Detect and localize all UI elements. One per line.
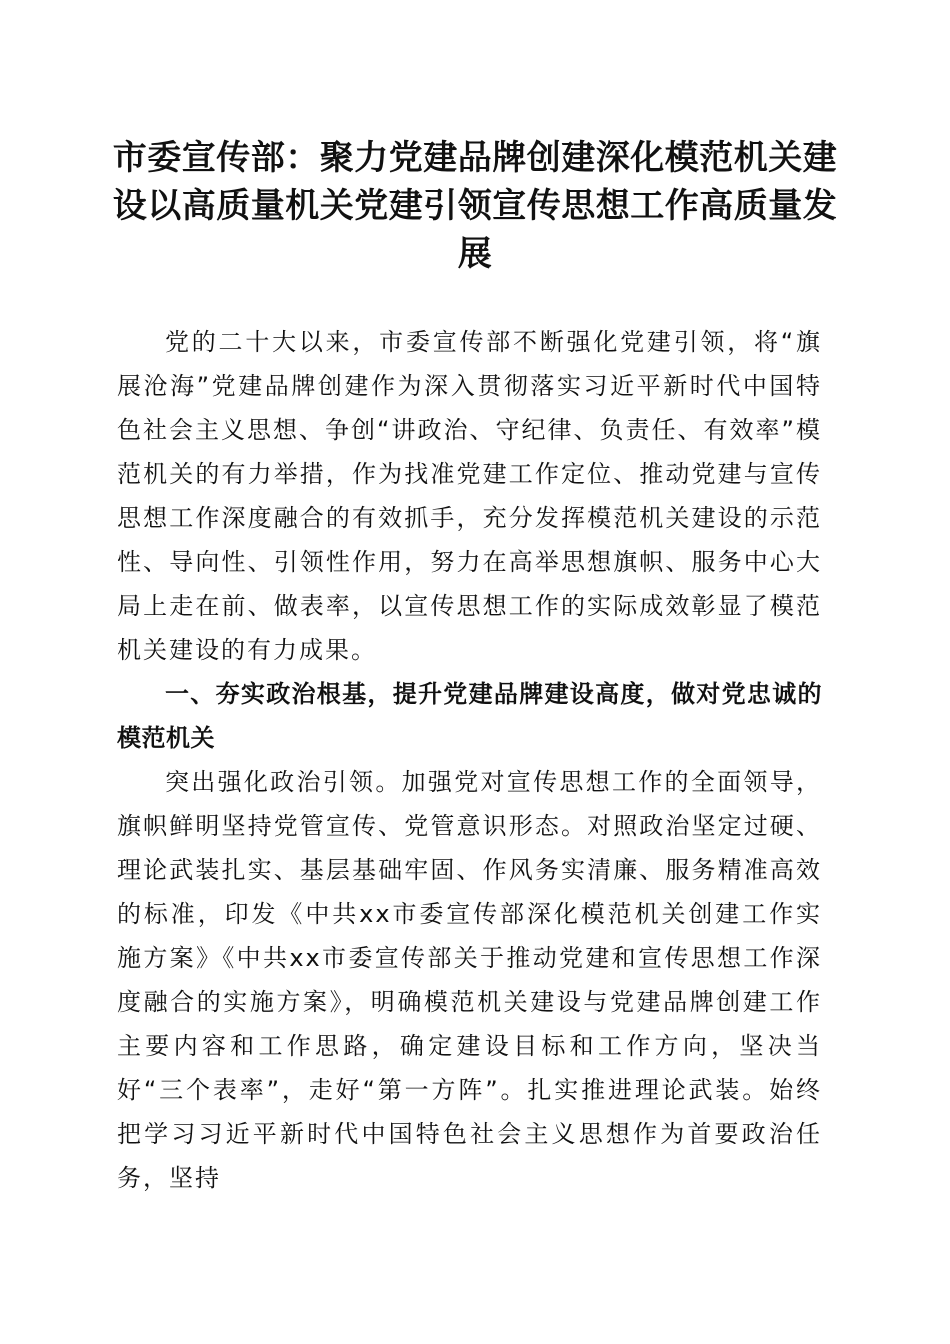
section-1-heading: 一、夯实政治根基，提升党建品牌建设高度，做对党忠诚的模范机关 [117, 680, 822, 752]
section-1-paragraph: 突出强化政治引领。加强党对宣传思想工作的全面领导，旗帜鲜明坚持党管宣传、党管意识形态。对照政治坚定过硬、理论武装扎实、基层基础牢固、作风务实清廉、服务精准高效的标准，印发《中共xx市委宣传部深化模范机关创建工作实施方案》《中共xx市委宣传部关于推动党建和宣传思想工作深度融合的实施方案》，明确模范机关建设与党建品牌创建工作主要内容和工作思路，确定建设目标和工作方向，坚决当好“三个表率”，走好“第一方阵”。扎实推进理论武装。始终把学习习近平新时代中国特色社会主义思想作为首要政治任务，坚持 [117, 768, 822, 1192]
intro-paragraph: 党的二十大以来，市委宣传部不断强化党建引领，将“旗展沧海”党建品牌创建作为深入贯彻落实习近平新时代中国特色社会主义思想、争创“讲政治、守纪律、负责任、有效率”模范机关的有力举措，作为找准党建工作定位、推动党建与宣传思想工作深度融合的有效抓手，充分发挥模范机关建设的示范性、导向性、引领性作用，努力在高举思想旗帜、服务中心大局上走在前、做表率，以宣传思想工作的实际成效彰显了模范机关建设的有力成果。 [117, 328, 822, 664]
document-body [117, 320, 822, 1200]
document-title: 市委宣传部：聚力党建品牌创建深化模范机关建设以高质量机关党建引领宣传思想工作高质量发展 [112, 138, 838, 274]
